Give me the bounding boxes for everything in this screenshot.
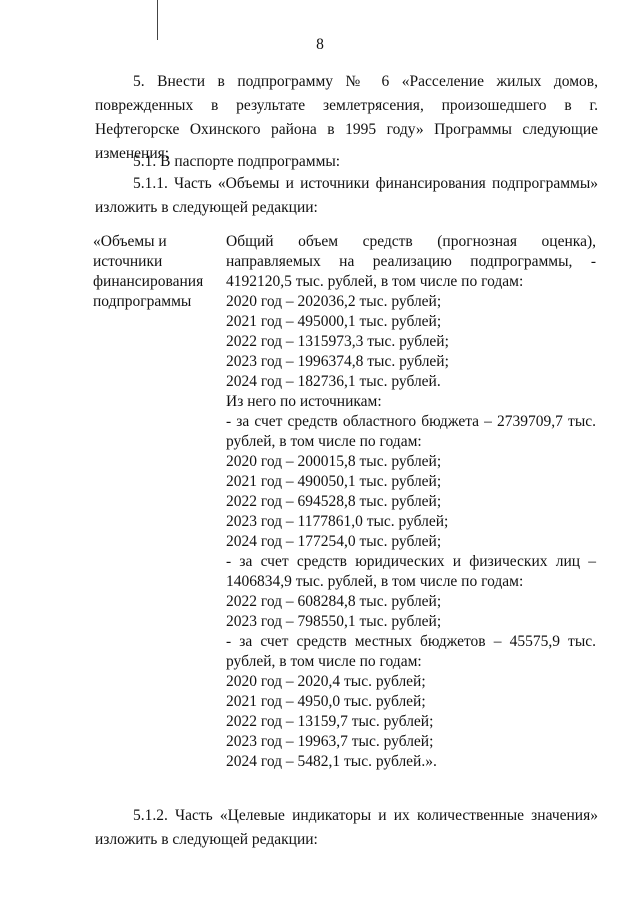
total-year-line: 2023 год – 1996374,8 тыс. рублей;: [226, 353, 449, 370]
page-number: 8: [316, 36, 324, 53]
funding-intro: Общий объем средств (прогнозная оценка), направляемых на реализацию подпрограммы, - 4192120,5 тыс. рублей, в том числе по годам:: [226, 233, 596, 290]
regional-budget-intro: - за счет средств областного бюджета – 2739709,7 тыс. рублей, в том числе по годам:: [226, 413, 596, 450]
legal-year-line: 2023 год – 798550,1 тыс. рублей;: [226, 613, 442, 630]
local-year-line: 2022 год – 13159,7 тыс. рублей;: [226, 713, 434, 730]
local-year-line: 2021 год – 4950,0 тыс. рублей;: [226, 693, 426, 710]
left-col-line: «Объемы и: [93, 233, 167, 250]
local-budget-intro: - за счет средств местных бюджетов – 45575,9 тыс. рублей, в том числе по годам:: [226, 633, 596, 670]
paragraph-item-5-1: 5.1. В паспорте подпрограммы:: [133, 153, 341, 170]
local-year-line: 2020 год – 2020,4 тыс. рублей;: [226, 673, 426, 690]
paragraph-item-5-1-2: 5.1.2. Часть «Целевые индикаторы и их количественные значения» изложить в следующей редакции:: [95, 807, 598, 848]
regional-year-line: 2021 год – 490050,1 тыс. рублей;: [226, 473, 442, 490]
local-year-line: 2024 год – 5482,1 тыс. рублей.».: [226, 753, 437, 770]
local-year-line: 2023 год – 19963,7 тыс. рублей;: [226, 733, 434, 750]
scan-artifact-line: [157, 0, 158, 40]
table-right-column: [226, 232, 596, 772]
total-year-line: 2020 год – 202036,2 тыс. рублей;: [226, 293, 442, 310]
left-col-line: подпрограммы: [93, 293, 192, 310]
total-year-line: 2022 год – 1315973,3 тыс. рублей;: [226, 333, 449, 350]
regional-year-line: 2022 год – 694528,8 тыс. рублей;: [226, 493, 442, 510]
table-left-column: [93, 232, 213, 312]
paragraph-item-5-1-1: 5.1.1. Часть «Объемы и источники финансирования подпрограммы» изложить в следующей редакции:: [95, 175, 598, 216]
regional-year-line: 2020 год – 200015,8 тыс. рублей;: [226, 453, 442, 470]
total-year-line: 2021 год – 495000,1 тыс. рублей;: [226, 313, 442, 330]
regional-year-line: 2023 год – 1177861,0 тыс. рублей;: [226, 513, 449, 530]
total-year-line: 2024 год – 182736,1 тыс. рублей.: [226, 373, 441, 390]
legal-year-line: 2022 год – 608284,8 тыс. рублей;: [226, 593, 442, 610]
left-col-line: финансирования: [93, 273, 204, 290]
left-col-line: источники: [93, 253, 163, 270]
legal-entities-intro: - за счет средств юридических и физических лиц – 1406834,9 тыс. рублей, в том числе по годам:: [226, 553, 596, 590]
paragraph-item-5: 5. Внести в подпрограмму № 6 «Расселение жилых домов, поврежденных в результате землетрясения, произошедшего в г. Нефтегорске Охинского района в 1995 году» Программы следующие изменения:: [95, 73, 598, 162]
sources-heading: Из него по источникам:: [226, 393, 382, 410]
regional-year-line: 2024 год – 177254,0 тыс. рублей;: [226, 533, 442, 550]
